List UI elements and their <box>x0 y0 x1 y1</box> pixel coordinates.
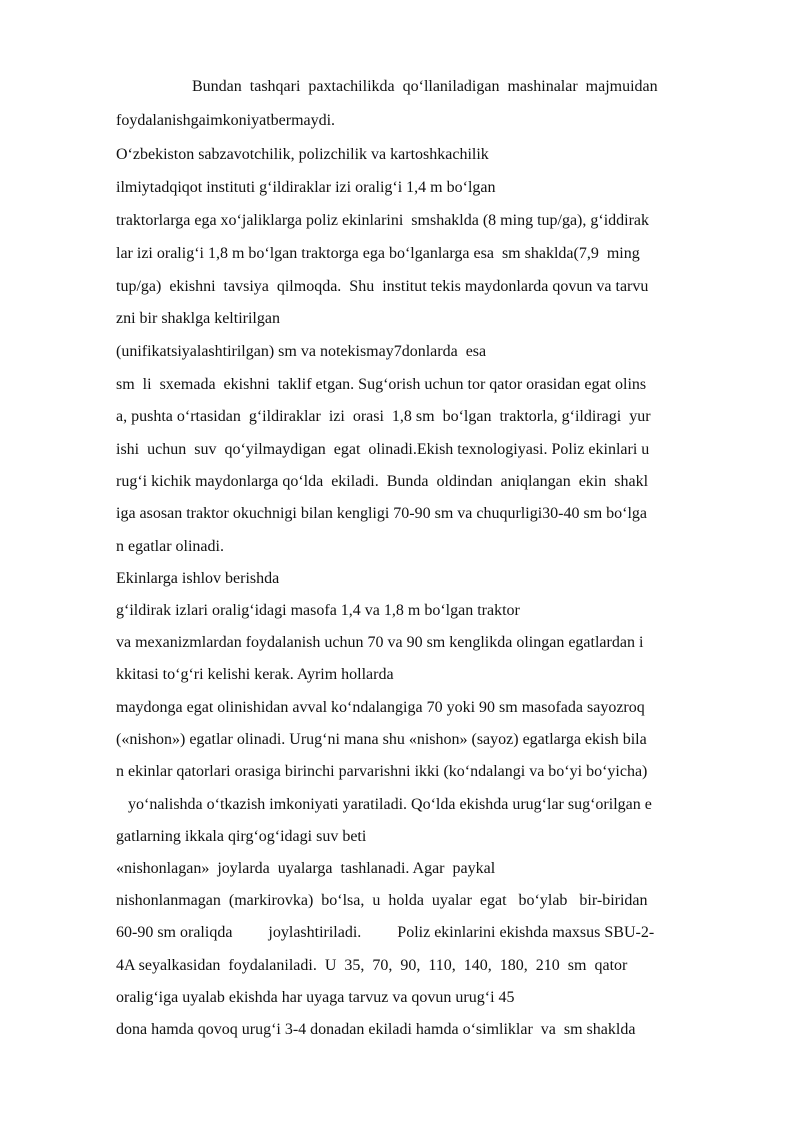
text-line-14: iga asosan traktor okuchnigi bilan kengligi 70-90 sm va chuqurligi30-40 sm bo‘lga <box>116 505 648 522</box>
text-line-28: 4A seyalkasidan foydalaniladi. U 35, 70, 90, 110, 140, 180, 210 sm qator <box>116 957 628 974</box>
text-line-22: n ekinlar qatorlari orasiga birinchi parvarishni ikki (ko‘ndalangi va bo‘yi bo‘yicha) <box>116 763 648 780</box>
text-line-2: foydalanishgaimkoniyatbermaydi. <box>116 112 336 129</box>
text-line-21: («nishon») egatlar olinadi. Urug‘ni mana shu «nishon» (sayoz) egatlarga ekish bila <box>116 731 647 748</box>
text-line-6: lar izi oralig‘i 1,8 m bo‘lgan traktorga ega bo‘lganlarga esa sm shaklda(7,9 ming <box>116 245 640 262</box>
text-line-16: Ekinlarga ishlov berishda <box>116 570 280 587</box>
text-line-12: ishi uchun suv qo‘yilmaydigan egat olinadi.Ekish texnologiyasi. Poliz ekinlari u <box>116 441 650 458</box>
text-line-27: 60-90 sm oraliqda joylashtiriladi. Poliz ekinlarini ekishda maxsus SBU-2- <box>116 924 655 941</box>
text-line-1: Bundan tashqari paxtachilikda qo‘llaniladigan mashinalar majmuidan <box>192 78 658 95</box>
text-line-19: kkitasi to‘g‘ri kelishi kerak. Ayrim hollarda <box>116 666 394 683</box>
text-line-25: «nishonlagan» joylarda uyalarga tashlanadi. Agar paykal <box>116 860 496 877</box>
text-line-17: g‘ildirak izlari oralig‘idagi masofa 1,4 va 1,8 m bo‘lgan traktor <box>116 602 520 619</box>
text-line-18: va mexanizmlardan foydalanish uchun 70 va 90 sm kenglikda olingan egatlardan i <box>116 634 644 651</box>
text-line-10: sm li sxemada ekishni taklif etgan. Sug‘orish uchun tor qator orasidan egat olins <box>116 376 647 393</box>
text-line-8: zni bir shaklga keltirilgan <box>116 310 280 327</box>
text-line-30: dona hamda qovoq urug‘i 3-4 donadan ekiladi hamda o‘simliklar va sm shaklda <box>116 1021 636 1038</box>
text-line-15: n egatlar olinadi. <box>116 538 224 555</box>
text-line-9: (unifikatsiyalashtirilgan) sm va notekismay7donlarda esa <box>116 343 487 360</box>
text-line-5: traktorlarga ega xo‘jaliklarga poliz ekinlarini smshaklda (8 ming tup/ga), g‘iddirak <box>116 212 650 229</box>
text-line-20: maydonga egat olinishidan avval ko‘ndalangiga 70 yoki 90 sm masofada sayozroq <box>116 699 645 716</box>
text-line-11: a, pushta o‘rtasidan g‘ildiraklar izi orasi 1,8 sm bo‘lgan traktorla, g‘ildiragi yur <box>116 408 651 425</box>
text-line-7: tup/ga) ekishni tavsiya qilmoqda. Shu institut tekis maydonlarda qovun va tarvu <box>116 278 649 295</box>
text-line-3: O‘zbekiston sabzavotchilik, polizchilik va kartoshkachilik <box>116 146 489 163</box>
text-line-26: nishonlanmagan (markirovka) bo‘lsa, u holda uyalar egat bo‘ylab bir-biridan <box>116 892 648 909</box>
text-line-24: gatlarning ikkala qirg‘og‘idagi suv beti <box>116 828 367 845</box>
text-line-13: rug‘i kichik maydonlarga qo‘lda ekiladi. Bunda oldindan aniqlangan ekin shakl <box>116 473 649 490</box>
text-line-23: yo‘nalishda o‘tkazish imkoniyati yaratiladi. Qo‘lda ekishda urug‘lar sug‘orilgan e <box>128 796 652 813</box>
text-line-4: ilmiytadqiqot instituti g‘ildiraklar izi oralig‘i 1,4 m bo‘lgan <box>116 179 496 196</box>
text-line-29: oralig‘iga uyalab ekishda har uyaga tarvuz va qovun urug‘i 45 <box>116 989 515 1006</box>
